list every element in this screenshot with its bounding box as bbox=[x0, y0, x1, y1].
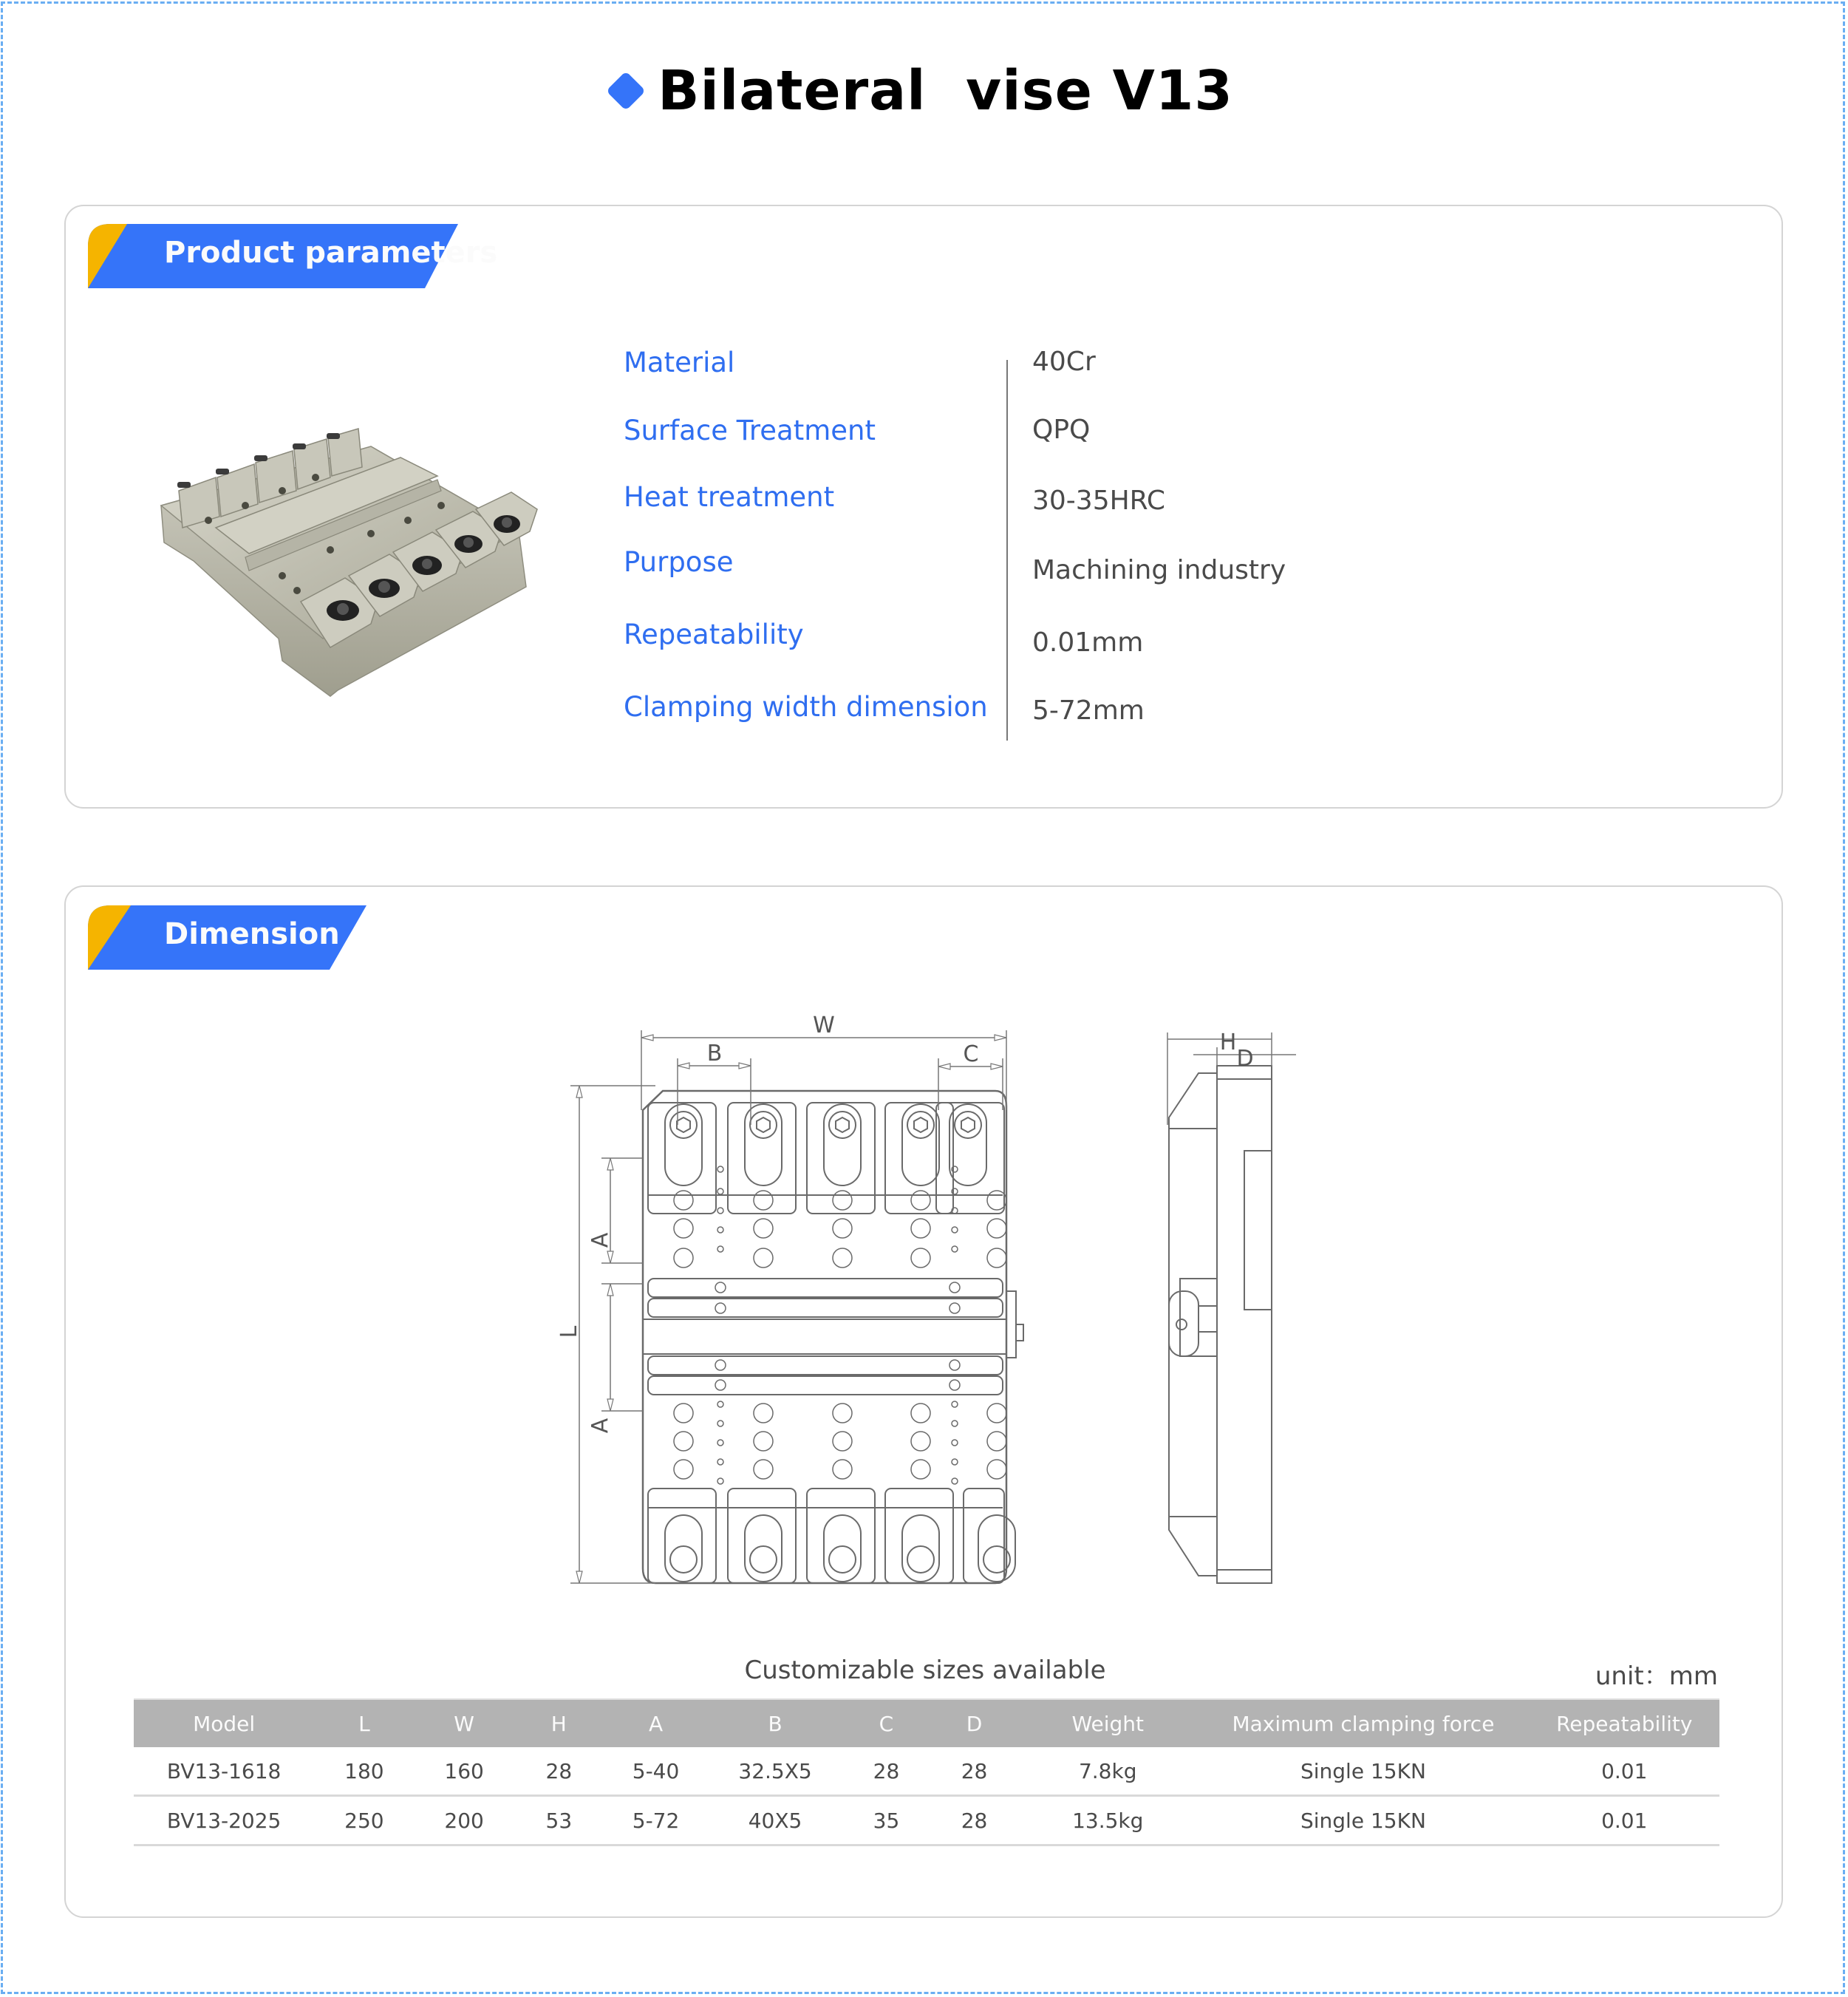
cell-l: 180 bbox=[314, 1747, 414, 1796]
param-label-surface-treatment: Surface Treatment bbox=[624, 415, 876, 446]
param-label-purpose: Purpose bbox=[624, 546, 734, 578]
col-header: Repeatability bbox=[1530, 1699, 1719, 1747]
product-image bbox=[149, 417, 548, 698]
param-value-repeatability: 0.01mm bbox=[1032, 627, 1144, 658]
section-heading: Dimension bbox=[164, 917, 340, 951]
param-label-material: Material bbox=[624, 347, 735, 378]
cell-weight: 7.8kg bbox=[1018, 1747, 1197, 1796]
page-title bbox=[0, 59, 1848, 123]
cell-repeatability: 0.01 bbox=[1530, 1747, 1719, 1796]
unit-label: unit：mm bbox=[1595, 1661, 1718, 1691]
col-header: D bbox=[930, 1699, 1018, 1747]
col-header: A bbox=[604, 1699, 708, 1747]
cell-repeatability: 0.01 bbox=[1530, 1796, 1719, 1845]
diamond-icon bbox=[606, 71, 646, 111]
param-value-heat-treatment: 30-35HRC bbox=[1032, 486, 1166, 516]
param-label-repeatability: Repeatability bbox=[624, 619, 804, 650]
section-tab-product-parameters bbox=[88, 224, 498, 288]
col-header: L bbox=[314, 1699, 414, 1747]
cell-c: 28 bbox=[842, 1747, 930, 1796]
col-header: Maximum clamping force bbox=[1197, 1699, 1529, 1747]
cell-a: 5-40 bbox=[604, 1747, 708, 1796]
page-title-text: Bilateral vise V13 bbox=[658, 59, 1233, 123]
cell-weight: 13.5kg bbox=[1018, 1796, 1197, 1845]
cell-model: BV13-2025 bbox=[134, 1796, 314, 1845]
table-caption: Customizable sizes available bbox=[744, 1656, 1106, 1685]
table-header-row bbox=[134, 1699, 1719, 1747]
cell-c: 35 bbox=[842, 1796, 930, 1845]
col-header: W bbox=[415, 1699, 514, 1747]
param-label-heat-treatment: Heat treatment bbox=[624, 481, 835, 513]
param-value-purpose: Machining industry bbox=[1032, 555, 1286, 585]
dim-label-a-lower: A bbox=[587, 1418, 613, 1434]
cell-h: 53 bbox=[514, 1796, 604, 1845]
cell-clamping-force: Single 15KN bbox=[1197, 1747, 1529, 1796]
cell-model: BV13-1618 bbox=[134, 1747, 314, 1796]
param-label-clamping-width: Clamping width dimension bbox=[624, 691, 988, 723]
col-header: Weight bbox=[1018, 1699, 1197, 1747]
side-view bbox=[1167, 1032, 1296, 1583]
cell-b: 32.5X5 bbox=[708, 1747, 842, 1796]
dim-label-w: W bbox=[813, 1013, 835, 1038]
front-view bbox=[556, 1013, 1296, 1583]
dim-label-h: H bbox=[1219, 1030, 1237, 1055]
table-row bbox=[134, 1747, 1719, 1796]
cell-h: 28 bbox=[514, 1747, 604, 1796]
product-parameters-card bbox=[64, 205, 1783, 809]
cell-b: 40X5 bbox=[708, 1796, 842, 1845]
dim-label-l: L bbox=[556, 1325, 582, 1338]
parameters-divider bbox=[1006, 360, 1008, 741]
cell-w: 160 bbox=[415, 1747, 514, 1796]
table-row bbox=[134, 1796, 1719, 1845]
dim-label-b: B bbox=[706, 1041, 723, 1066]
param-value-clamping-width: 5-72mm bbox=[1032, 695, 1145, 726]
cell-w: 200 bbox=[415, 1796, 514, 1845]
dim-label-d: D bbox=[1236, 1046, 1254, 1072]
section-heading: Product parameters bbox=[164, 236, 498, 270]
param-value-material: 40Cr bbox=[1032, 347, 1096, 377]
dim-label-a-upper: A bbox=[587, 1232, 613, 1248]
cell-d: 28 bbox=[930, 1747, 1018, 1796]
cell-clamping-force: Single 15KN bbox=[1197, 1796, 1529, 1845]
param-value-surface-treatment: QPQ bbox=[1032, 415, 1091, 445]
col-header: B bbox=[708, 1699, 842, 1747]
dimension-drawing bbox=[66, 887, 1784, 1626]
cell-d: 28 bbox=[930, 1796, 1018, 1845]
cell-l: 250 bbox=[314, 1796, 414, 1845]
col-header: C bbox=[842, 1699, 930, 1747]
col-header: Model bbox=[134, 1699, 314, 1747]
dimension-table bbox=[134, 1698, 1719, 1846]
cell-a: 5-72 bbox=[604, 1796, 708, 1845]
col-header: H bbox=[514, 1699, 604, 1747]
dimension-card bbox=[64, 885, 1783, 1918]
dim-label-c: C bbox=[963, 1041, 979, 1067]
